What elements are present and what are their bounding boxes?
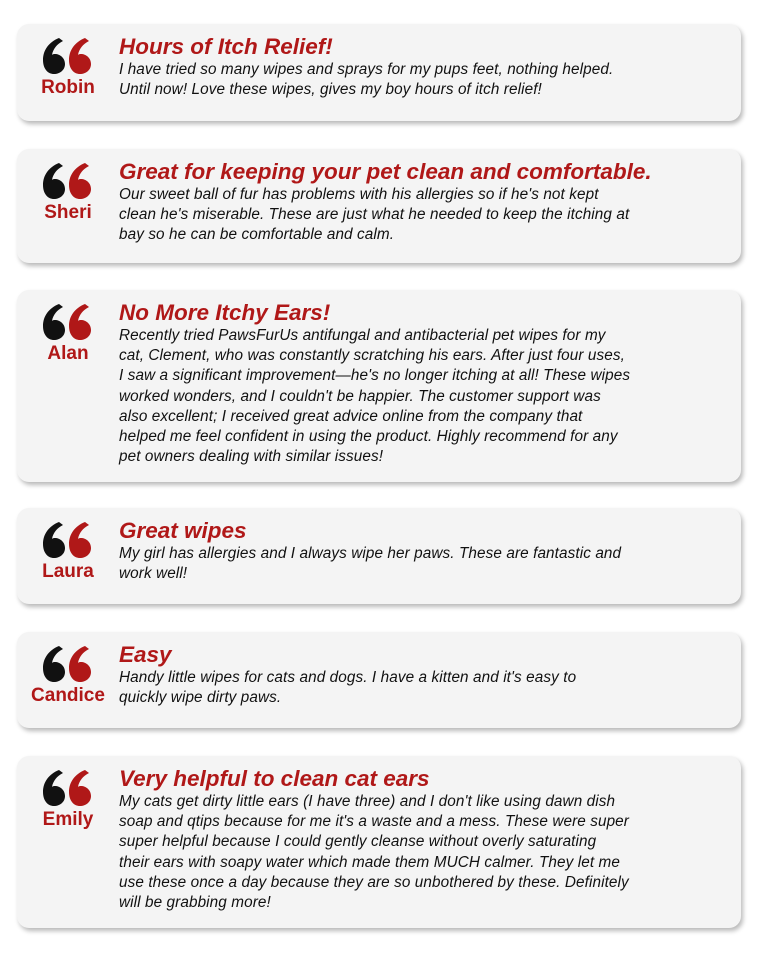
review-body	[119, 642, 727, 708]
review-body	[119, 159, 727, 246]
review-line: use these once a day because they are so unbothered by these. Definitely	[119, 873, 629, 891]
review-card	[17, 149, 741, 263]
review-line: I saw a significant improvement—he's no longer itching at all! These wipes	[119, 367, 631, 385]
reviewer	[17, 36, 119, 99]
review-body	[119, 34, 727, 100]
review-card	[17, 290, 741, 482]
review-line: will be grabbing more!	[119, 894, 271, 912]
review-line: soap and qtips because for me it's a waste and a mess. These were super	[119, 813, 629, 831]
review-text	[119, 668, 727, 708]
quote-icon	[41, 520, 95, 560]
reviewer	[17, 161, 119, 224]
reviewer-name: Sheri	[44, 202, 92, 223]
review-body	[119, 518, 727, 584]
reviewer	[17, 302, 119, 365]
review-text	[119, 792, 727, 913]
reviewer-name: Laura	[42, 561, 94, 582]
reviewer-name: Robin	[41, 77, 95, 98]
review-line: I have tried so many wipes and sprays for my pups feet, nothing helped.	[119, 61, 614, 78]
review-title: No More Itchy Ears!	[119, 300, 331, 325]
review-card	[17, 632, 741, 728]
review-line: pet owners dealing with similar issues!	[119, 448, 384, 466]
reviewer	[17, 768, 119, 831]
review-text	[119, 60, 727, 100]
review-card	[17, 24, 741, 121]
reviewer-name: Candice	[31, 685, 105, 706]
quote-icon	[41, 644, 95, 684]
review-line: Recently tried PawsFurUs antifungal and antibacterial pet wipes for my	[119, 327, 606, 344]
review-line: Our sweet ball of fur has problems with his allergies so if he's not kept	[119, 186, 599, 203]
review-text	[119, 185, 727, 246]
review-line: bay so he can be comfortable and calm.	[119, 226, 395, 244]
review-line: clean he's miserable. These are just what he needed to keep the itching at	[119, 206, 630, 224]
review-line: work well!	[119, 565, 188, 583]
review-title: Great for keeping your pet clean and comfortable.	[119, 159, 652, 184]
review-line: super helpful because I could gently cleanse without overly saturating	[119, 833, 597, 851]
review-card	[17, 508, 741, 604]
review-title: Great wipes	[119, 518, 247, 543]
review-text	[119, 326, 727, 467]
quote-icon	[41, 768, 95, 808]
review-text	[119, 544, 727, 584]
reviewer	[17, 520, 119, 583]
review-title: Hours of Itch Relief!	[119, 34, 333, 59]
review-line: My cats get dirty little ears (I have three) and I don't like using dawn dish	[119, 793, 616, 810]
review-body	[119, 766, 727, 913]
quote-icon	[41, 161, 95, 201]
review-line: helped me feel confident in using the product. Highly recommend for any	[119, 428, 618, 446]
review-line: cat, Clement, who was constantly scratching his ears. After just four uses,	[119, 347, 625, 365]
quote-icon	[41, 36, 95, 76]
review-line: also excellent; I received great advice online from the company that	[119, 407, 583, 425]
review-line: worked wonders, and I couldn't be happier. The customer support was	[119, 387, 601, 405]
reviewer-name: Emily	[42, 809, 94, 830]
review-line: Until now! Love these wipes, gives my boy hours of itch relief!	[119, 81, 542, 99]
reviewer	[17, 644, 119, 707]
review-line: quickly wipe dirty paws.	[119, 689, 282, 707]
review-card	[17, 756, 741, 928]
review-title: Easy	[119, 642, 172, 667]
review-body	[119, 300, 727, 467]
quote-icon	[41, 302, 95, 342]
review-line: My girl has allergies and I always wipe her paws. These are fantastic and	[119, 545, 622, 562]
review-line: their ears with soapy water which made them MUCH calmer. They let me	[119, 853, 620, 871]
review-title: Very helpful to clean cat ears	[119, 766, 430, 791]
reviewer-name: Alan	[47, 343, 89, 364]
review-line: Handy little wipes for cats and dogs. I have a kitten and it's easy to	[119, 669, 577, 686]
